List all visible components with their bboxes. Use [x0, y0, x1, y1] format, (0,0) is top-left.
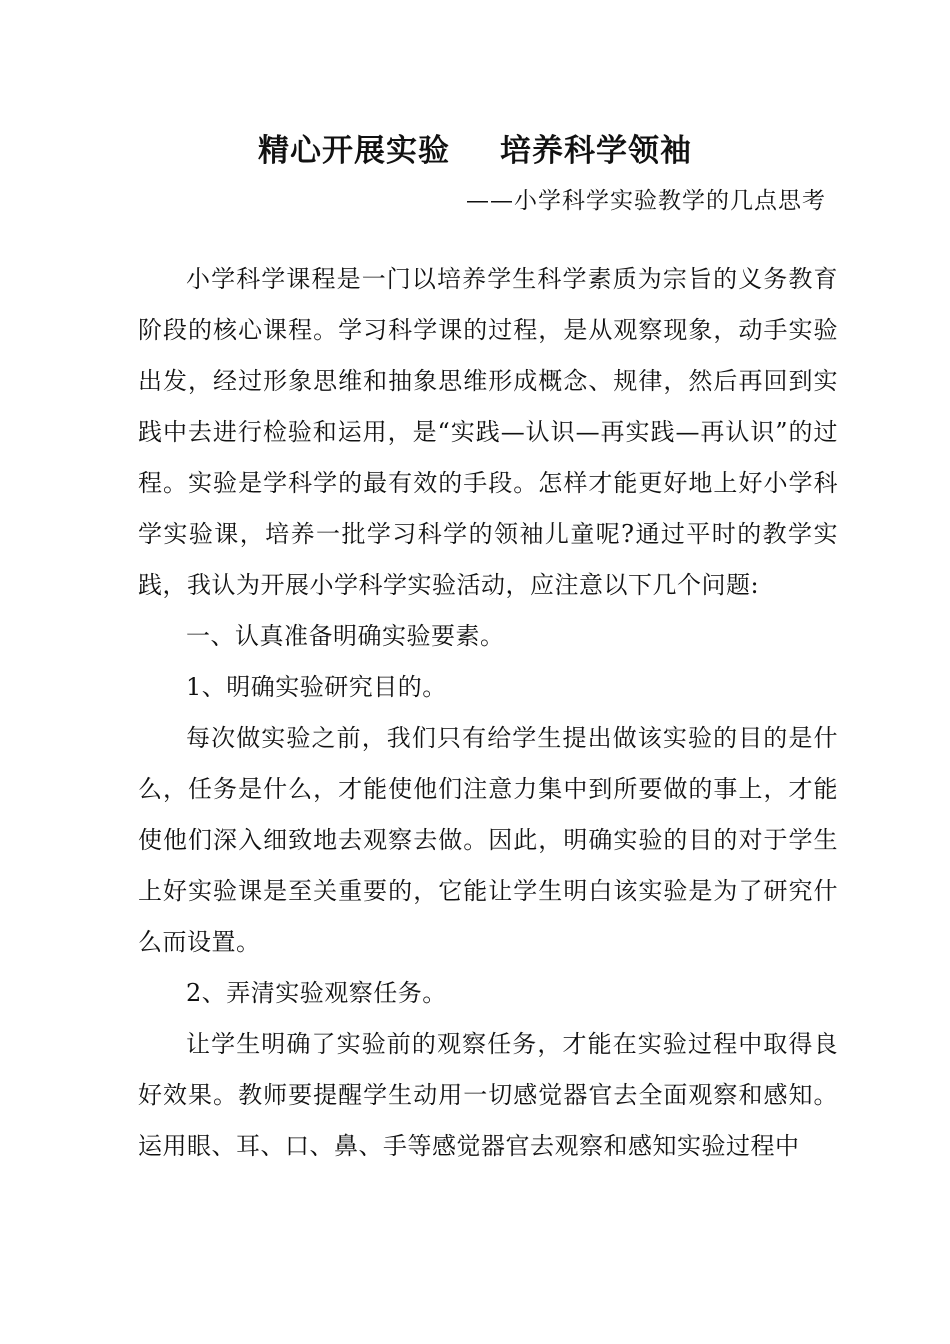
- paragraph-observation: 让学生明确了实验前的观察任务，才能在实验过程中取得良好效果。教师要提醒学生动用一切感觉器官去全面观察和感知。运用眼、耳、口、鼻、手等感觉器官去观察和感知实验过程中: [138, 1030, 838, 1160]
- subsection-heading-2: 2、弄清实验观察任务。: [186, 979, 447, 1007]
- document-subtitle: ——小学科学实验教学的几点思考: [466, 188, 826, 214]
- section-heading-1: 一、认真准备明确实验要素。: [186, 622, 505, 650]
- title-right: 培养科学领袖: [500, 133, 692, 169]
- title-left: 精心开展实验: [258, 133, 450, 169]
- subsection-heading-1: 1、明确实验研究目的。: [186, 673, 447, 701]
- paragraph-purpose: 每次做实验之前，我们只有给学生提出做该实验的目的是什么，任务是什么，才能使他们注意力集中到所要做的事上，才能使他们深入细致地去观察去做。因此，明确实验的目的对于学生上好实验课是至关重要的，它能让学生明白该实验是为了研究什么而设置。: [138, 724, 838, 956]
- document-body: [138, 254, 838, 1172]
- paragraph-intro: 小学科学课程是一门以培养学生科学素质为宗旨的义务教育阶段的核心课程。学习科学课的过程，是从观察现象，动手实验出发，经过形象思维和抽象思维形成概念、规律，然后再回到实践中去进行检验和运用，是“实践—认识—再实践—再认识”的过程。实验是学科学的最有效的手段。怎样才能更好地上好小学科学实验课，培养一批学习科学的领袖儿童呢?通过平时的教学实践，我认为开展小学科学实验活动，应注意以下几个问题:: [138, 265, 838, 599]
- document-title: [0, 128, 950, 174]
